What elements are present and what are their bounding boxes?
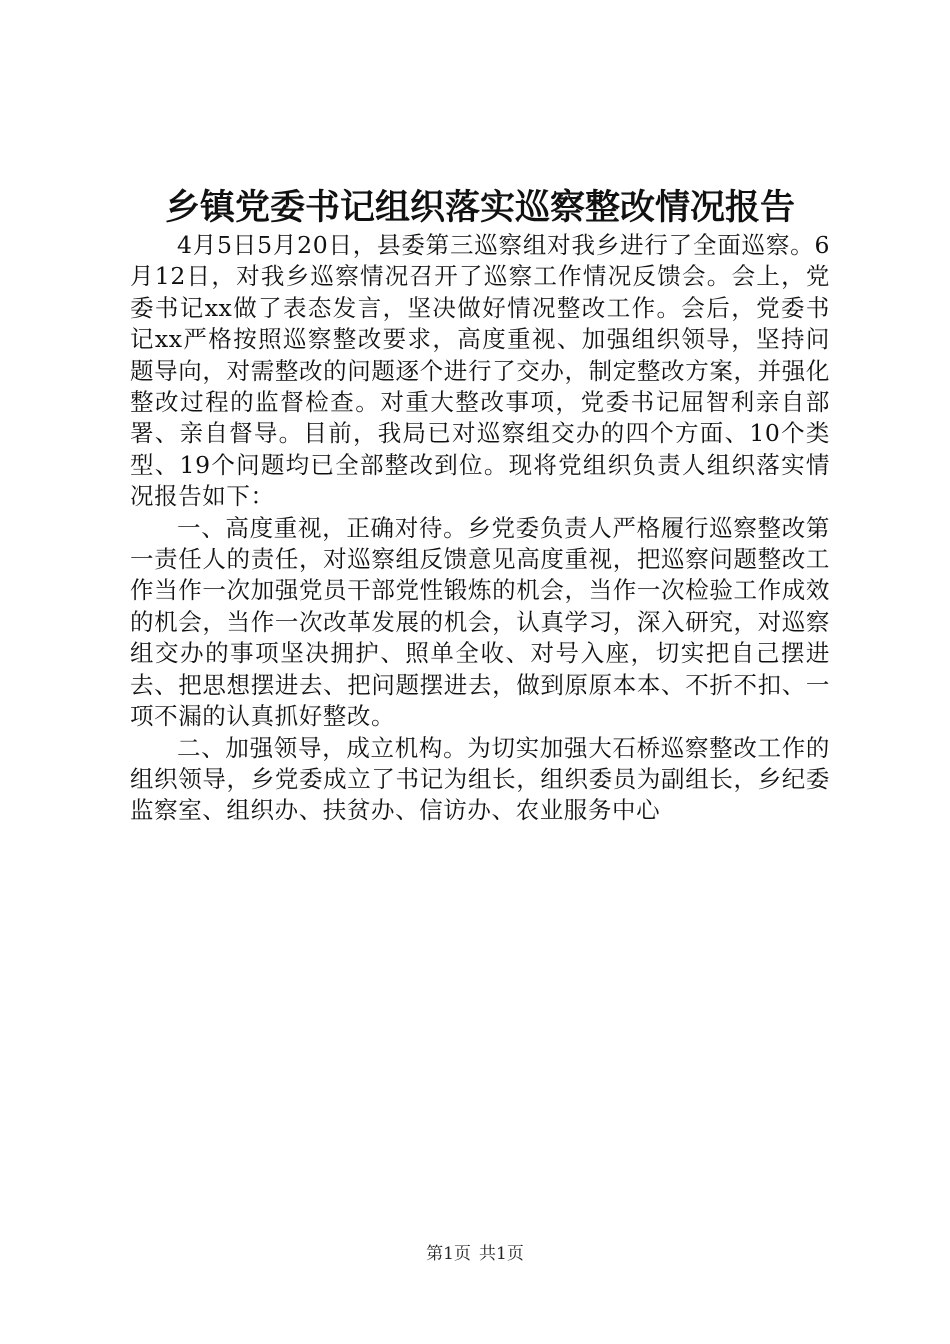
page-footer: [0, 1242, 950, 1266]
document-body: [130, 230, 830, 827]
page-total: 共1页: [479, 1244, 524, 1264]
paragraph-section-2: 二、加强领导，成立机构。为切实加强大石桥巡察整改工作的组织领导，乡党委成立了书记为组长，组织委员为副组长，乡纪委监察室、组织办、扶贫办、信访办、农业服务中心: [130, 733, 830, 825]
paragraph-intro: 4月5日5月20日，县委第三巡察组对我乡进行了全面巡察。6月12日，对我乡巡察情况召开了巡察工作情况反馈会。会上，党委书记xx做了表态发言，坚决做好情况整改工作。会后，党委书记xx严格按照巡察整改要求，高度重视、加强组织领导，坚持问题导向，对需整改的问题逐个进行了交办，制定整改方案，并强化整改过程的监督检查。对重大整改事项，党委书记屈智利亲自部署、亲自督导。目前，我局已对巡察组交办的四个方面、10个类型、19个问题均已全部整改到位。现将党组织负责人组织落实情况报告如下：: [130, 231, 830, 511]
page-number: 第1页: [426, 1244, 471, 1264]
paragraph-section-1: 一、高度重视，正确对待。乡党委负责人严格履行巡察整改第一责任人的责任，对巡察组反馈意见高度重视，把巡察问题整改工作当作一次加强党员干部党性锻炼的机会，当作一次检验工作成效的机会，当作一次改革发展的机会，认真学习，深入研究，对巡察组交办的事项坚决拥护、照单全收、对号入座，切实把自己摆进去、把思想摆进去、把问题摆进去，做到原原本本、不折不扣、一项不漏的认真抓好整改。: [130, 513, 830, 731]
document-title: 乡镇党委书记组织落实巡察整改情况报告: [164, 187, 795, 228]
